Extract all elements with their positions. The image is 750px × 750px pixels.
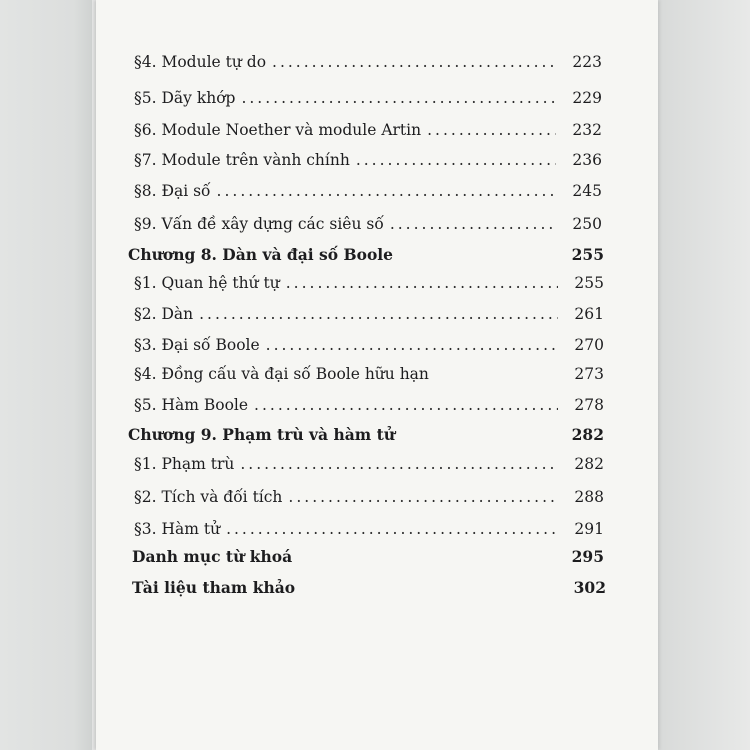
toc-backmatter[interactable] — [132, 547, 604, 571]
toc-entry-label: §5. Hàm Boole — [134, 396, 249, 414]
toc-entry[interactable] — [134, 520, 604, 544]
toc-entry-label: §3. Đại số Boole — [134, 336, 260, 354]
leader-dots — [356, 151, 556, 169]
toc-entry-label: §5. Dãy khớp — [134, 89, 236, 107]
toc-entry-label: §2. Dàn — [134, 305, 194, 323]
background-right — [658, 0, 750, 750]
toc-entry-label: §2. Tích và đối tích — [134, 488, 283, 506]
toc-entry-page: 273 — [574, 365, 604, 383]
toc-entry-label: §9. Vấn đề xây dựng các siêu số — [134, 215, 384, 233]
toc-entry[interactable] — [134, 365, 604, 389]
toc-entry[interactable] — [134, 274, 604, 298]
toc-entry[interactable] — [134, 396, 604, 420]
toc-entry-page: 255 — [574, 274, 604, 292]
toc-entry-label: §3. Hàm tử — [134, 520, 221, 538]
toc-backmatter-label: Tài liệu tham khảo — [132, 578, 296, 597]
toc-entry-page: 223 — [572, 53, 602, 71]
book-page — [96, 0, 658, 750]
leader-dots — [241, 89, 556, 107]
toc-backmatter[interactable] — [132, 578, 606, 602]
toc-entry[interactable] — [134, 488, 604, 512]
toc-entry-page: 288 — [574, 488, 604, 506]
toc-entry-label: §1. Phạm trù — [134, 455, 235, 473]
leader-dots — [226, 520, 558, 538]
toc-backmatter-page: 302 — [573, 578, 606, 597]
toc-chapter-page: 255 — [571, 245, 604, 264]
toc-backmatter-page: 295 — [571, 547, 604, 566]
leader-dots — [217, 182, 556, 200]
toc-entry-label: §1. Quan hệ thứ tự — [134, 274, 280, 292]
toc-entry-page: 261 — [574, 305, 604, 323]
background-left — [0, 0, 92, 750]
toc-chapter[interactable] — [128, 425, 604, 449]
toc-entry-page: 232 — [572, 121, 602, 139]
leader-dots — [427, 121, 556, 139]
toc-entry[interactable] — [134, 53, 602, 77]
toc-entry[interactable] — [134, 336, 604, 360]
leader-dots — [254, 396, 558, 414]
leader-dots — [286, 274, 558, 292]
toc-entry-page: 282 — [574, 455, 604, 473]
leader-dots — [240, 455, 558, 473]
toc-chapter[interactable] — [128, 245, 604, 269]
toc-entry-page: 270 — [574, 336, 604, 354]
toc-chapter-label: Chương 9. Phạm trù và hàm tử — [128, 425, 396, 444]
toc-entry-page: 236 — [572, 151, 602, 169]
toc-entry[interactable] — [134, 215, 602, 239]
toc-entry-page: 291 — [574, 520, 604, 538]
leader-dots — [199, 305, 558, 323]
toc-entry-page: 278 — [574, 396, 604, 414]
toc-entry-page: 250 — [572, 215, 602, 233]
toc-entry[interactable] — [134, 89, 602, 113]
toc-entry[interactable] — [134, 305, 604, 329]
toc-entry-page: 229 — [572, 89, 602, 107]
toc-entry[interactable] — [134, 182, 602, 206]
leader-dots — [266, 336, 558, 354]
toc-chapter-label: Chương 8. Dàn và đại số Boole — [128, 245, 394, 264]
toc-entry-label: §8. Đại số — [134, 182, 211, 200]
toc-chapter-page: 282 — [571, 425, 604, 444]
toc-entry-label: §7. Module trên vành chính — [134, 151, 350, 169]
toc-entry[interactable] — [134, 121, 602, 145]
toc-entry[interactable] — [134, 455, 604, 479]
toc-entry-label: §4. Module tự do — [134, 53, 267, 71]
toc-entry-label: §4. Đồng cấu và đại số Boole hữu hạn — [134, 365, 429, 383]
leader-dots — [390, 215, 556, 233]
leader-dots — [272, 53, 556, 71]
leader-dots — [288, 488, 558, 506]
toc-entry[interactable] — [134, 151, 602, 175]
toc-entry-page: 245 — [572, 182, 602, 200]
toc-entry-label: §6. Module Noether và module Artin — [134, 121, 422, 139]
toc-backmatter-label: Danh mục từ khoá — [132, 547, 293, 566]
